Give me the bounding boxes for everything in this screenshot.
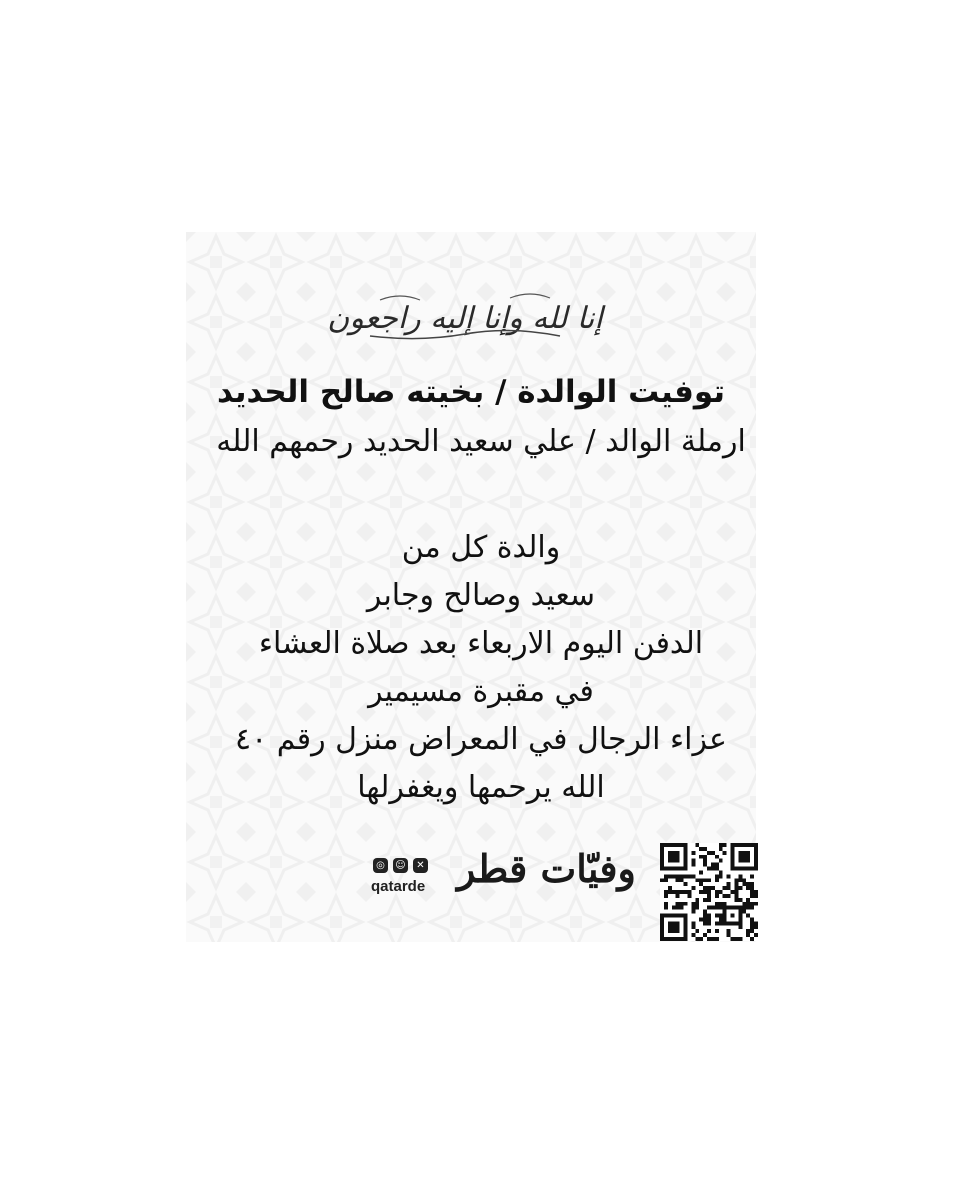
calligraphy-text: إنا لله وإنا إليه راجعون <box>327 301 603 336</box>
qr-code-icon[interactable] <box>660 843 758 941</box>
children-intro: والدة كل من <box>401 530 561 565</box>
snapchat-icon[interactable]: ☺ <box>393 858 408 873</box>
social-icons <box>373 858 428 873</box>
obituary-subline: ارملة الوالد / علي سعيد الحديد رحمهم الله <box>216 424 746 459</box>
brand-handle: qatarde <box>371 878 426 895</box>
burial-time: الدفن اليوم الاربعاء بعد صلاة العشاء <box>258 626 704 661</box>
brand-logo: وفيّات قطر <box>457 846 636 891</box>
brand-footer <box>365 842 636 912</box>
children-names: سعيد وصالح وجابر <box>366 578 596 613</box>
obituary-details <box>186 524 776 812</box>
x-icon[interactable]: ✕ <box>413 858 428 873</box>
prayer-line: الله يرحمها ويغفرلها <box>357 770 605 805</box>
instagram-icon[interactable]: ◎ <box>373 858 388 873</box>
quran-verse-calligraphy <box>327 286 603 346</box>
obituary-headline: توفيت الوالدة / بخيته صالح الحديد <box>216 374 726 410</box>
condolence-location: عزاء الرجال في المعراض منزل رقم ٤٠ <box>235 722 727 757</box>
burial-location: في مقبرة مسيمير <box>368 674 594 709</box>
